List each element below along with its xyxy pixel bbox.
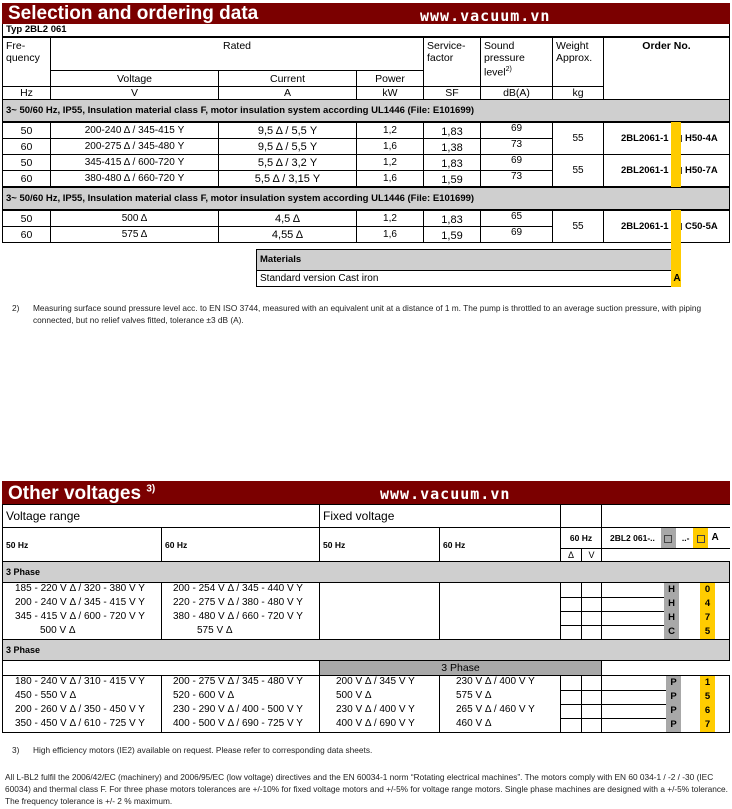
column-divider <box>161 675 162 733</box>
section2-watermark: www.vacuum.vn <box>380 485 511 503</box>
sound-footnote-ref: 2) <box>505 66 512 73</box>
delta-col-header: Δ <box>560 548 582 562</box>
cell-current: 9,5 Δ / 5,5 Y <box>218 138 357 155</box>
fixed-50hz-value: 400 V Δ / 690 V Y <box>336 718 415 729</box>
footnote-3-text: High efficiency motors (IE2) available on request. Please refer to corresponding data sheets. <box>33 745 373 755</box>
square-placeholder-icon <box>697 535 705 543</box>
voltage-code-digit: 4 <box>700 597 715 611</box>
header-power: Power <box>356 70 424 87</box>
cell-power: 1,2 <box>356 154 424 171</box>
section2-footnote-ref: 3) <box>146 483 156 495</box>
column-divider <box>319 582 320 640</box>
code-digit-slot <box>693 528 708 548</box>
order-code-end: A <box>711 532 719 543</box>
footnote-2-text: Measuring surface sound pressure level acc. to EN ISO 3744, measured with an equivalent unit at a distance of 1 m. The pump is throttled to an average suction pressure, with piping connected, but no relief valves fitted, tolerance ±3 dB (A). <box>33 303 702 325</box>
range-60hz-header: 60 Hz <box>161 527 320 562</box>
footnote-3-num: 3) <box>12 745 20 755</box>
voltage-code-digit: 7 <box>700 611 715 625</box>
range-60hz-value: 575 V Δ <box>197 625 233 636</box>
footnote-2-num: 2) <box>12 303 20 313</box>
row-divider <box>560 625 670 626</box>
range-50hz-value: 350 - 450 V Δ / 610 - 725 V Y <box>15 718 145 729</box>
order-suffix: H50-4A <box>685 132 718 144</box>
unit-sf: SF <box>423 86 481 100</box>
header-frequency: Fre- quency <box>2 37 51 87</box>
motor-code-letter: P <box>666 718 681 732</box>
cell-current: 5,5 Δ / 3,15 Y <box>218 170 357 187</box>
cell-weight: 55 <box>552 122 604 155</box>
header-sound-pressure <box>480 37 553 87</box>
header-service-factor: Service- factor <box>423 37 481 87</box>
header-weight: Weight Approx. <box>552 37 604 87</box>
unit-kw: kW <box>356 86 424 100</box>
voltage-code-digit: 1 <box>700 676 715 690</box>
fixed-50hz-header: 50 Hz <box>319 527 440 562</box>
cell-service-factor: 1,83 <box>423 210 481 227</box>
range-60hz-value: 520 - 600 V Δ <box>173 690 235 701</box>
range-50hz-value: 200 - 240 V Δ / 345 - 415 V Y <box>15 597 145 608</box>
order-prefix: 2BL2061-1 <box>621 132 669 144</box>
column-divider <box>439 582 440 640</box>
header-blank-60 <box>560 504 602 528</box>
cell-voltage: 200-275 Δ / 345-480 Y <box>50 138 219 155</box>
cell-power: 1,2 <box>356 210 424 227</box>
unit-kg: kg <box>552 86 604 100</box>
cell-service-factor: 1,38 <box>423 138 481 155</box>
cell-current: 4,5 Δ <box>218 210 357 227</box>
voltage-code-digit: 5 <box>700 690 715 704</box>
range-60hz-value: 380 - 480 V Δ / 660 - 720 V Y <box>173 611 303 622</box>
materials-header: Materials <box>256 249 672 271</box>
cell-voltage: 200-240 Δ / 345-415 Y <box>50 122 219 139</box>
voltage-code-digit: 7 <box>700 718 715 732</box>
fixed-60hz-value: 575 V Δ <box>456 690 492 701</box>
motor-code-letter: C <box>664 625 679 639</box>
order-suffix: C50-5A <box>685 220 718 232</box>
range-50hz-value: 450 - 550 V Δ <box>15 690 77 701</box>
column-divider <box>729 582 730 640</box>
order-code-mid: ..- <box>681 533 690 543</box>
cell-weight: 55 <box>552 210 604 243</box>
range-60hz-value: 400 - 500 V Δ / 690 - 725 V Y <box>173 718 303 729</box>
hz60-col-header: 60 Hz <box>560 527 602 549</box>
cell-power: 1,6 <box>356 226 424 243</box>
order-code-sub <box>601 548 730 562</box>
unit-a: A <box>218 86 357 100</box>
v-col-header: V <box>581 548 602 562</box>
cell-hz: 60 <box>2 170 51 187</box>
order-prefix: 2BL2061-1 <box>621 220 669 232</box>
cell-sound-db: 73 <box>480 138 553 155</box>
cell-power: 1,6 <box>356 138 424 155</box>
motor-code-letter: H <box>664 583 679 597</box>
motor-code-letter: P <box>666 704 681 718</box>
cell-sound-db: 69 <box>480 122 553 139</box>
fixed-50hz-value: 230 V Δ / 400 V Y <box>336 704 415 715</box>
fixed-50hz-value: 500 V Δ <box>336 690 372 701</box>
range-50hz-value: 345 - 415 V Δ / 600 - 720 V Y <box>15 611 145 622</box>
fixed-60hz-value: 265 V Δ / 460 V Y <box>456 704 535 715</box>
group-band-ul: 3~ 50/60 Hz, IP55, Insulation material class F, motor insulation system according UL1446 (File: E101699) <box>2 99 730 122</box>
cell-power: 1,6 <box>356 170 424 187</box>
row-divider <box>560 611 670 612</box>
order-suffix: H50-7A <box>685 164 718 176</box>
column-divider <box>161 582 162 640</box>
cell-order-no <box>603 154 730 187</box>
section2-banner <box>2 481 730 504</box>
compliance-text: All L-BL2 fulfil the 2006/42/EC (machinery) and 2006/95/EC (low voltage) directives and the EN 60034-1 norm “Rotating electrical machines”. The motors comply with EN 60 034-1 / -2 / -30 (IEC 60034) and thermal class F. For three phase motors tolerances are +/-10% for fixed voltage motors and +/-5% for voltage range motors. Single phase machines are designed with a +/-5% tolerance. The frequency tolerance is +/- 2 % maximum. <box>5 772 728 806</box>
phase-band-2: 3 Phase <box>2 639 730 661</box>
section2-title <box>8 483 155 505</box>
column-divider <box>439 675 440 733</box>
cell-sound-db: 65 <box>480 210 553 227</box>
range-50hz-value: 185 - 220 V Δ / 320 - 380 V Y <box>15 583 145 594</box>
type-label: Typ 2BL2 061 <box>6 24 67 35</box>
fixed-60hz-value: 460 V Δ <box>456 718 492 729</box>
phase-band-1: 3 Phase <box>2 561 730 583</box>
cell-voltage: 345-415 Δ / 600-720 Y <box>50 154 219 171</box>
cell-hz: 60 <box>2 138 51 155</box>
cell-service-factor: 1,59 <box>423 170 481 187</box>
cell-power: 1,2 <box>356 122 424 139</box>
cell-hz: 50 <box>2 122 51 139</box>
fixed-voltage-header: Fixed voltage <box>319 504 561 528</box>
cell-sound-db: 69 <box>480 226 553 243</box>
fixed-50hz-value: 200 V Δ / 345 V Y <box>336 676 415 687</box>
header-rated: Rated <box>50 37 424 71</box>
row-divider <box>560 597 670 598</box>
cell-voltage: 500 Δ <box>50 210 219 227</box>
header-current: Current <box>218 70 357 87</box>
motor-code-letter: H <box>664 611 679 625</box>
materials-item: Standard version Cast iron <box>256 270 672 287</box>
group-band-ul-2: 3~ 50/60 Hz, IP55, Insulation material class F, motor insulation system according UL1446 (File: E101699) <box>2 187 730 210</box>
voltage-code-digit: 6 <box>700 704 715 718</box>
group2-phase-sub: 3 Phase <box>319 660 602 676</box>
row-divider <box>560 704 670 705</box>
range-50hz-value: 200 - 260 V Δ / 350 - 450 V Y <box>15 704 145 715</box>
motor-code-letter: H <box>664 597 679 611</box>
cell-service-factor: 1,83 <box>423 154 481 171</box>
materials-code: A <box>673 273 681 284</box>
cell-current: 5,5 Δ / 3,2 Y <box>218 154 357 171</box>
range-50hz-header: 50 Hz <box>2 527 162 562</box>
header-blank-order <box>601 504 730 528</box>
section1-watermark: www.vacuum.vn <box>420 7 551 25</box>
order-code-prefix: 2BL2 061-.. <box>610 533 655 543</box>
cell-hz: 50 <box>2 154 51 171</box>
fixed-60hz-header: 60 Hz <box>439 527 561 562</box>
group2-subheader-blank <box>2 660 320 676</box>
motor-code-letter: P <box>666 676 681 690</box>
code-letter-slot <box>661 528 676 548</box>
column-divider <box>319 675 320 733</box>
voltage-code-digit: 0 <box>700 583 715 597</box>
cell-voltage: 575 Δ <box>50 226 219 243</box>
order-code-header <box>601 527 730 549</box>
cell-current: 9,5 Δ / 5,5 Y <box>218 122 357 139</box>
range-50hz-value: 180 - 240 V Δ / 310 - 415 V Y <box>15 676 145 687</box>
cell-voltage: 380-480 Δ / 660-720 Y <box>50 170 219 187</box>
unit-db: dB(A) <box>480 86 553 100</box>
cell-order-no <box>603 210 730 243</box>
cell-hz: 50 <box>2 210 51 227</box>
header-order-no: Order No. <box>603 37 730 100</box>
order-highlight-strip <box>671 122 681 187</box>
cell-order-no <box>603 122 730 155</box>
cell-service-factor: 1,59 <box>423 226 481 243</box>
row-divider <box>560 718 670 719</box>
cell-weight: 55 <box>552 154 604 187</box>
square-placeholder-icon <box>664 535 672 543</box>
unit-v: V <box>50 86 219 100</box>
sound-label: Sound pressure level <box>484 40 525 79</box>
header-voltage: Voltage <box>50 70 219 87</box>
cell-sound-db: 69 <box>480 154 553 171</box>
section2-title-text: Other voltages <box>8 483 142 504</box>
range-60hz-value: 230 - 290 V Δ / 400 - 500 V Y <box>173 704 303 715</box>
unit-hz: Hz <box>2 86 51 100</box>
range-50hz-value: 500 V Δ <box>40 625 76 636</box>
order-prefix: 2BL2061-1 <box>621 164 669 176</box>
cell-service-factor: 1,83 <box>423 122 481 139</box>
row-divider <box>560 690 670 691</box>
range-60hz-value: 220 - 275 V Δ / 380 - 480 V Y <box>173 597 303 608</box>
range-60hz-value: 200 - 254 V Δ / 345 - 440 V Y <box>173 583 303 594</box>
section1-title: Selection and ordering data <box>8 3 259 24</box>
group2-subheader-order <box>601 660 730 676</box>
cell-hz: 60 <box>2 226 51 243</box>
range-60hz-value: 200 - 275 V Δ / 345 - 480 V Y <box>173 676 303 687</box>
section1-banner <box>2 3 730 24</box>
fixed-60hz-value: 230 V Δ / 400 V Y <box>456 676 535 687</box>
type-label-row <box>2 24 730 37</box>
voltage-code-digit: 5 <box>700 625 715 639</box>
cell-sound-db: 73 <box>480 170 553 187</box>
voltage-range-header: Voltage range <box>2 504 320 528</box>
cell-current: 4,55 Δ <box>218 226 357 243</box>
motor-code-letter: P <box>666 690 681 704</box>
